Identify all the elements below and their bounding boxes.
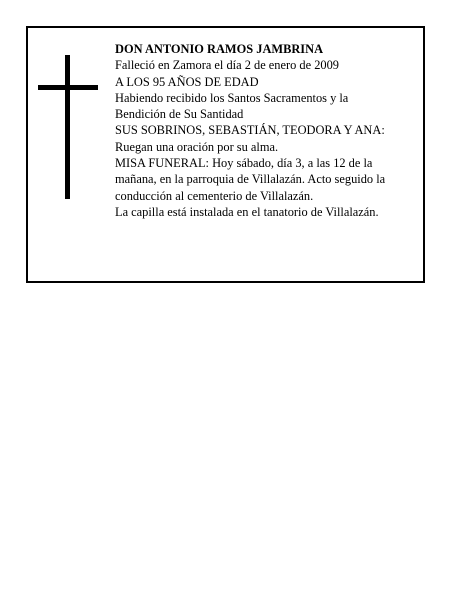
obituary-notice bbox=[26, 26, 425, 283]
age-line: A LOS 95 AÑOS DE EDAD bbox=[115, 74, 259, 89]
mass-line-2: mañana, en la parroquia de Villalazán. Acto seguido la bbox=[115, 172, 386, 187]
prayer-line: Ruegan una oración por su alma. bbox=[115, 139, 279, 154]
mass-line-1: MISA FUNERAL: Hoy sábado, día 3, a las 12 de la bbox=[115, 156, 373, 171]
mass-line-3: conducción al cementerio de Villalazán. bbox=[115, 188, 314, 203]
chapel-line: La capilla está instalada en el tanatorio de Villalazán. bbox=[115, 204, 379, 219]
cross-icon bbox=[38, 55, 98, 199]
cross-vertical-bar bbox=[65, 55, 70, 199]
notice-text bbox=[115, 41, 421, 220]
family-line: SUS SOBRINOS, SEBASTIÁN, TEODORA Y ANA: bbox=[115, 123, 385, 138]
cross-horizontal-bar bbox=[38, 85, 98, 90]
sacraments-line-2: Bendición de Su Santidad bbox=[115, 107, 244, 122]
sacraments-line-1: Habiendo recibido los Santos Sacramentos y la bbox=[115, 90, 349, 105]
death-date-line: Falleció en Zamora el día 2 de enero de 2009 bbox=[115, 58, 339, 73]
deceased-name: DON ANTONIO RAMOS JAMBRINA bbox=[115, 42, 324, 56]
